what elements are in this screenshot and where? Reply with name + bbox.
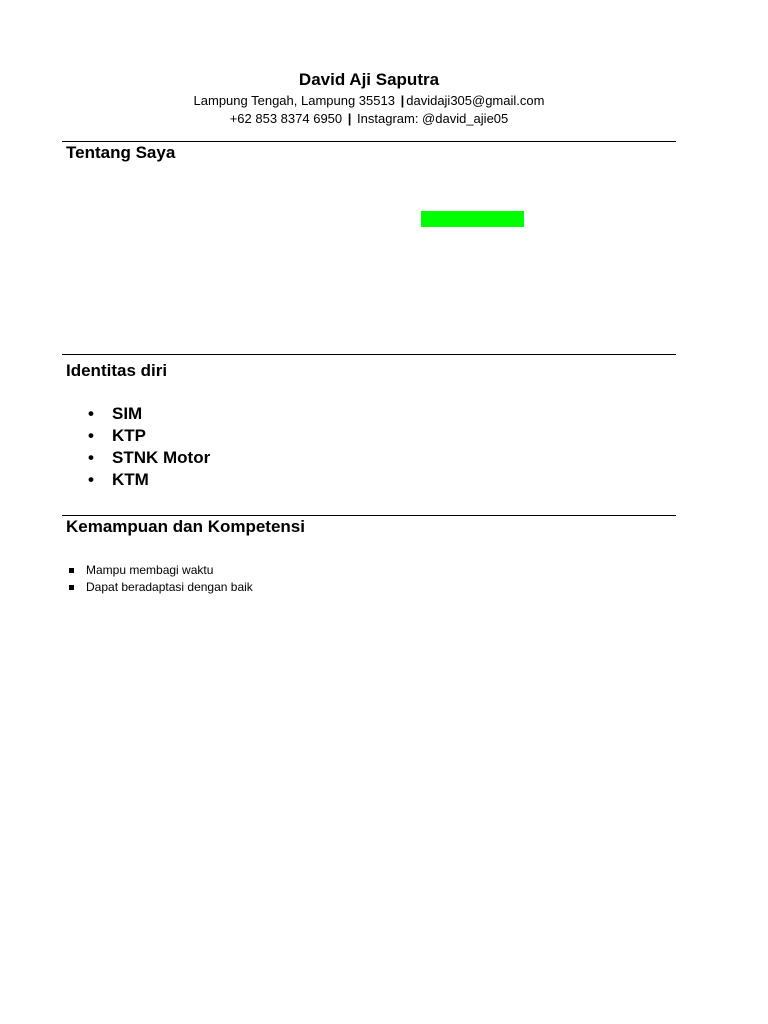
phone-text: +62 853 8374 6950	[229, 111, 343, 126]
skill-item: Mampu membagi waktu	[86, 563, 214, 577]
identity-item: KTM	[112, 470, 149, 489]
list-item	[68, 579, 258, 596]
list-item	[68, 562, 258, 579]
skills-list	[68, 562, 258, 596]
bullet: •	[88, 426, 94, 445]
instagram-text: Instagram: @david_ajie05	[357, 111, 509, 126]
section-title-about: Tentang Saya	[66, 143, 176, 162]
bullet: •	[88, 404, 94, 423]
identity-item: KTP	[112, 426, 146, 445]
identity-item: SIM	[112, 404, 143, 423]
square-bullet-icon	[69, 585, 74, 590]
list-item	[88, 403, 210, 425]
list-item	[88, 469, 210, 491]
identity-item: STNK Motor	[112, 448, 211, 467]
identity-list	[88, 403, 210, 491]
section-divider	[62, 354, 676, 355]
square-bullet-icon	[69, 568, 74, 573]
skill-item: Dapat beradaptasi dengan baik	[86, 580, 253, 594]
person-name: David Aji Saputra	[298, 70, 440, 89]
bullet: •	[88, 448, 94, 467]
bullet: •	[88, 470, 94, 489]
list-item	[88, 425, 210, 447]
contact-line-phone	[62, 110, 676, 128]
email-text: davidaji305@gmail.com	[406, 93, 545, 108]
separator: |	[347, 111, 352, 126]
resume-header	[62, 68, 676, 128]
highlight-mark	[421, 211, 524, 227]
address-text: Lampung Tengah, Lampung 35513	[193, 93, 395, 108]
section-title-skills: Kemampuan dan Kompetensi	[66, 517, 305, 536]
list-item	[88, 447, 210, 469]
contact-line-address	[62, 92, 676, 110]
separator: |	[400, 93, 405, 108]
section-title-identity: Identitas diri	[66, 361, 168, 380]
